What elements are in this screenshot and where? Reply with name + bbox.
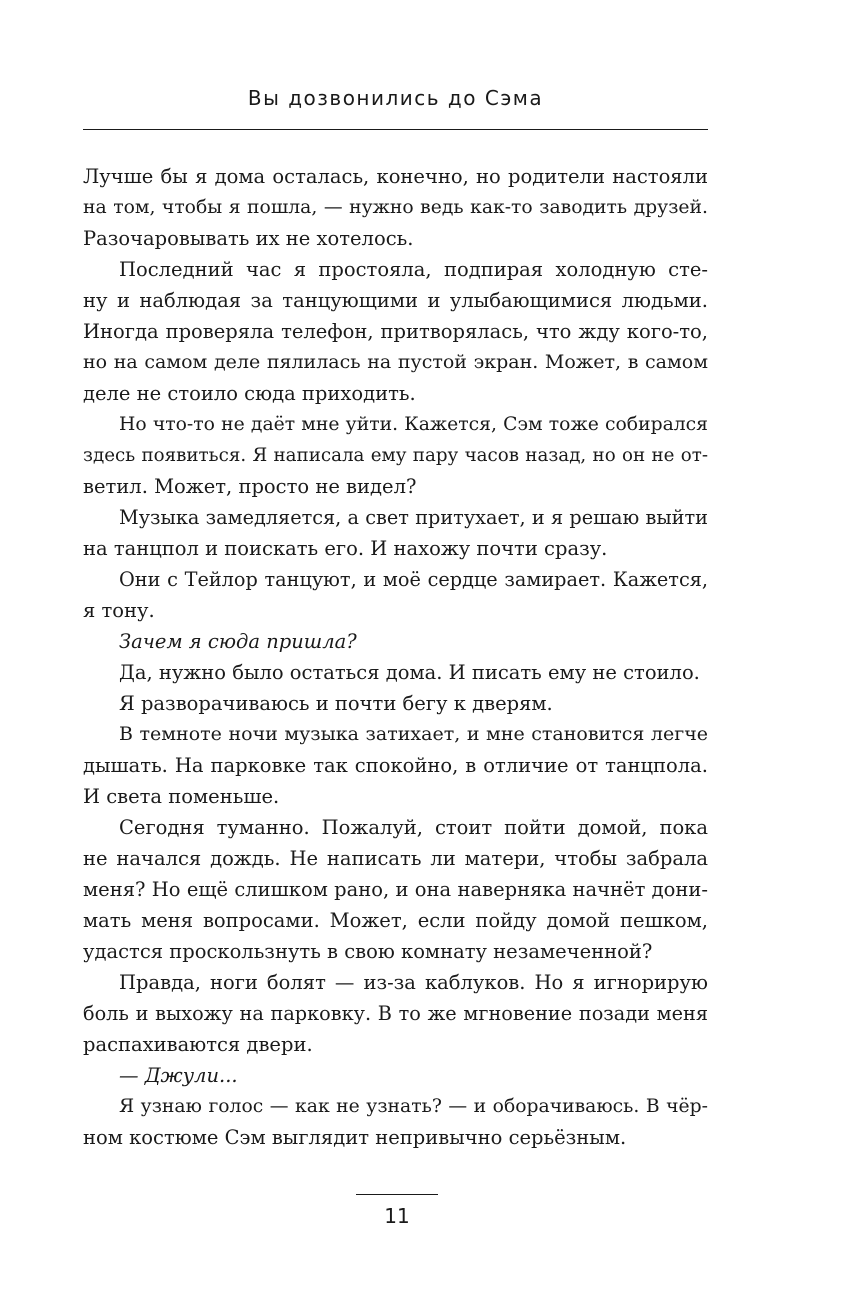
text-line: здесь появиться. Я написала ему пару часов назад, но он не от- xyxy=(83,445,708,466)
text-line: деле не стоило сюда приходить. xyxy=(83,382,416,405)
running-head: Вы дозвонились до Сэма xyxy=(247,86,544,110)
text-line: Правда, ноги болят — из-за каблуков. Но я игнорирую xyxy=(119,971,708,994)
text-line: ном костюме Сэм выглядит непривычно серьёзным. xyxy=(83,1126,627,1149)
text-line: ветил. Может, просто не видел? xyxy=(83,475,417,498)
text-line: Разочаровывать их не хотелось. xyxy=(83,227,414,250)
text-line: Но что-то не даёт мне уйти. Кажется, Сэм тоже собирался xyxy=(119,414,708,435)
text-line: Я разворачиваюсь и почти бегу к дверям. xyxy=(119,692,553,715)
body-text xyxy=(83,161,708,1153)
text-line: дышать. На парковке так спокойно, в отличие от танцпола. xyxy=(83,754,708,777)
text-line: Я узнаю голос — как не узнать? — и оборачиваюсь. В чёр- xyxy=(119,1096,708,1117)
text-line: Сегодня туманно. Пожалуй, стоит пойти домой, пока xyxy=(119,816,708,839)
text-line: Да, нужно было остаться дома. И писать ему не стоило. xyxy=(119,661,700,684)
italic-text-line: — Джули... xyxy=(119,1064,238,1087)
text-line: И света поменьше. xyxy=(83,785,280,808)
folio-rule xyxy=(356,1194,438,1195)
text-line: Иногда проверяла телефон, притворялась, что жду кого-то, xyxy=(83,320,708,343)
text-line: боль и выхожу на парковку. В то же мгновение позади меня xyxy=(83,1002,708,1025)
text-line: В темноте ночи музыка затихает, и мне становится легче xyxy=(119,723,708,745)
text-line: Последний час я простояла, подпирая холодную сте- xyxy=(119,258,708,281)
header-rule xyxy=(83,129,708,130)
text-line: мать меня вопросами. Может, если пойду домой пешком, xyxy=(83,909,708,932)
text-line: удастся проскользнуть в свою комнату незамеченной? xyxy=(83,940,653,963)
page-number: 11 xyxy=(384,1204,410,1228)
text-line: Лучше бы я дома осталась, конечно, но родители настояли xyxy=(83,165,708,188)
text-line: Музыка замедляется, а свет притухает, и я решаю выйти xyxy=(119,506,708,529)
text-line: распахиваются двери. xyxy=(83,1033,313,1056)
text-line: ну и наблюдая за танцующими и улыбающимися людьми. xyxy=(83,289,708,312)
text-line: на том, чтобы я пошла, — нужно ведь как-то заводить друзей. xyxy=(83,197,708,218)
text-line: но на самом деле пялилась на пустой экран. Может, в самом xyxy=(83,351,708,373)
italic-text-line: Зачем я сюда пришла? xyxy=(119,630,357,653)
text-line: не начался дождь. Не написать ли матери, чтобы забрала xyxy=(83,847,708,870)
text-line: меня? Но ещё слишком рано, и она наверняка начнёт дони- xyxy=(83,878,708,901)
text-line: на танцпол и поискать его. И нахожу почти сразу. xyxy=(83,537,608,560)
text-line: я тону. xyxy=(83,599,155,622)
text-line: Они с Тейлор танцуют, и моё сердце замирает. Кажется, xyxy=(119,568,708,591)
